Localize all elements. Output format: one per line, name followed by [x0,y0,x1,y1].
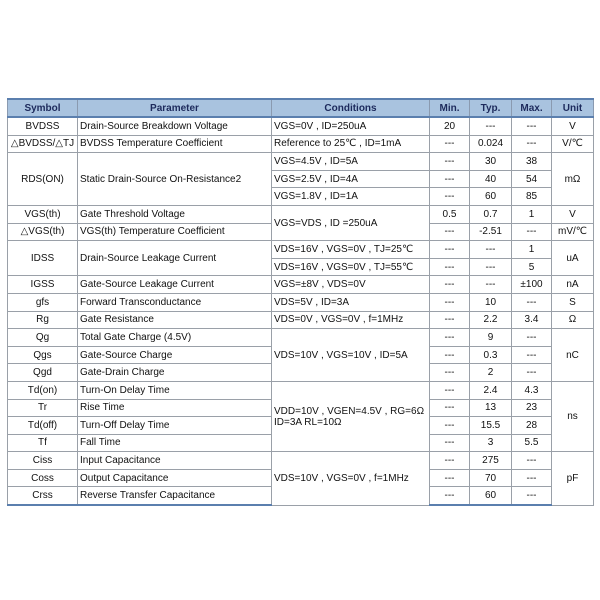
symbol-cell: BVDSS [8,117,78,135]
parameter-cell: Turn-On Delay Time [78,381,272,399]
unit-cell: V [552,205,594,223]
max-cell: 4.3 [512,381,552,399]
header-symbol: Symbol [8,99,78,117]
typ-cell: 0.3 [470,346,512,364]
conditions-cell: VGS=±8V , VDS=0V [272,276,430,294]
typ-cell: 40 [470,170,512,188]
table-row [8,117,594,135]
max-cell: 54 [512,170,552,188]
symbol-cell: Rg [8,311,78,329]
max-cell: ±100 [512,276,552,294]
conditions-cell: VGS=1.8V , ID=1A [272,188,430,206]
unit-cell: pF [552,452,594,505]
symbol-cell: IGSS [8,276,78,294]
parameter-cell: Fall Time [78,434,272,452]
min-cell: --- [430,364,470,382]
min-cell: --- [430,293,470,311]
max-cell: 1 [512,205,552,223]
typ-cell: 60 [470,487,512,505]
min-cell: --- [430,329,470,347]
table-row [8,276,594,294]
parameter-cell: Gate-Source Leakage Current [78,276,272,294]
table-row [8,381,594,399]
unit-cell: nC [552,329,594,382]
symbol-cell: Ciss [8,452,78,470]
parameter-cell: BVDSS Temperature Coefficient [78,135,272,153]
parameter-cell: Drain-Source Breakdown Voltage [78,117,272,135]
symbol-cell: Coss [8,469,78,487]
parameter-cell: Forward Transconductance [78,293,272,311]
typ-cell: 0.7 [470,205,512,223]
max-cell: 3.4 [512,311,552,329]
conditions-cell: VDS=16V , VGS=0V , TJ=55℃ [272,258,430,276]
parameter-cell: Static Drain-Source On-Resistance2 [78,153,272,206]
unit-cell: uA [552,241,594,276]
symbol-cell: △BVDSS/△TJ [8,135,78,153]
typ-cell: 275 [470,452,512,470]
conditions-cell: VGS=2.5V , ID=4A [272,170,430,188]
unit-cell: mΩ [552,153,594,206]
max-cell: --- [512,346,552,364]
min-cell: --- [430,434,470,452]
table-row [8,293,594,311]
typ-cell: -2.51 [470,223,512,241]
max-cell: 85 [512,188,552,206]
header-min: Min. [430,99,470,117]
min-cell: --- [430,153,470,171]
typ-cell: 60 [470,188,512,206]
conditions-cell: VGS=0V , ID=250uA [272,117,430,135]
min-cell: --- [430,188,470,206]
min-cell: --- [430,417,470,435]
symbol-cell: RDS(ON) [8,153,78,206]
table-row [8,205,594,223]
max-cell: --- [512,487,552,505]
typ-cell: 70 [470,469,512,487]
unit-cell: ns [552,381,594,451]
min-cell: --- [430,258,470,276]
typ-cell: 2.2 [470,311,512,329]
min-cell: --- [430,381,470,399]
max-cell: 1 [512,241,552,259]
min-cell: --- [430,346,470,364]
max-cell: 28 [512,417,552,435]
parameter-cell: Reverse Transfer Capacitance [78,487,272,505]
min-cell: --- [430,452,470,470]
header-conditions: Conditions [272,99,430,117]
header-parameter: Parameter [78,99,272,117]
symbol-cell: Tr [8,399,78,417]
header-unit: Unit [552,99,594,117]
min-cell: 0.5 [430,205,470,223]
max-cell: --- [512,117,552,135]
conditions-cell: Reference to 25℃ , ID=1mA [272,135,430,153]
typ-cell: 13 [470,399,512,417]
max-cell: --- [512,469,552,487]
typ-cell: --- [470,241,512,259]
unit-cell: nA [552,276,594,294]
typ-cell: 10 [470,293,512,311]
max-cell: --- [512,293,552,311]
symbol-cell: Crss [8,487,78,505]
min-cell: --- [430,469,470,487]
symbol-cell: Td(off) [8,417,78,435]
parameter-cell: Drain-Source Leakage Current [78,241,272,276]
min-cell: --- [430,311,470,329]
typ-cell: --- [470,258,512,276]
conditions-cell: VGS=4.5V , ID=5A [272,153,430,171]
typ-cell: 15.5 [470,417,512,435]
min-cell: --- [430,241,470,259]
max-cell: --- [512,364,552,382]
max-cell: 5.5 [512,434,552,452]
typ-cell: 0.024 [470,135,512,153]
parameter-cell: Turn-Off Delay Time [78,417,272,435]
max-cell: 23 [512,399,552,417]
header-row [8,99,594,117]
max-cell: --- [512,135,552,153]
max-cell: --- [512,452,552,470]
typ-cell: 9 [470,329,512,347]
symbol-cell: Td(on) [8,381,78,399]
parameter-cell: Total Gate Charge (4.5V) [78,329,272,347]
typ-cell: --- [470,117,512,135]
electrical-characteristics-table [7,98,594,506]
typ-cell: 2 [470,364,512,382]
parameter-cell: Output Capacitance [78,469,272,487]
unit-cell: S [552,293,594,311]
header-max: Max. [512,99,552,117]
min-cell: --- [430,135,470,153]
table-row [8,452,594,470]
table-row [8,329,594,347]
header-typ: Typ. [470,99,512,117]
symbol-cell: IDSS [8,241,78,276]
table-row [8,241,594,259]
symbol-cell: Qgs [8,346,78,364]
min-cell: --- [430,399,470,417]
min-cell: --- [430,223,470,241]
conditions-cell [272,381,430,451]
conditions-cell: VDS=16V , VGS=0V , TJ=25℃ [272,241,430,259]
parameter-cell: Gate-Drain Charge [78,364,272,382]
conditions-cell: VGS=VDS , ID =250uA [272,205,430,240]
parameter-cell: Input Capacitance [78,452,272,470]
typ-cell: 2.4 [470,381,512,399]
conditions-line-1: VDD=10V , VGEN=4.5V , RG=6Ω [274,405,425,417]
parameter-cell: Gate-Source Charge [78,346,272,364]
max-cell: 38 [512,153,552,171]
conditions-cell: VDS=5V , ID=3A [272,293,430,311]
min-cell: 20 [430,117,470,135]
table-row [8,135,594,153]
parameter-cell: Rise Time [78,399,272,417]
symbol-cell: Tf [8,434,78,452]
unit-cell: mV/℃ [552,223,594,241]
conditions-cell: VDS=0V , VGS=0V , f=1MHz [272,311,430,329]
unit-cell: V/℃ [552,135,594,153]
symbol-cell: Qg [8,329,78,347]
symbol-cell: △VGS(th) [8,223,78,241]
symbol-cell: VGS(th) [8,205,78,223]
symbol-cell: gfs [8,293,78,311]
min-cell: --- [430,170,470,188]
parameter-cell: Gate Threshold Voltage [78,205,272,223]
max-cell: 5 [512,258,552,276]
conditions-line-2: ID=3A RL=10Ω [274,416,342,428]
parameter-cell: Gate Resistance [78,311,272,329]
max-cell: --- [512,329,552,347]
conditions-cell: VDS=10V , VGS=10V , ID=5A [272,329,430,382]
symbol-cell: Qgd [8,364,78,382]
table-row [8,311,594,329]
parameter-cell: VGS(th) Temperature Coefficient [78,223,272,241]
min-cell: --- [430,487,470,505]
typ-cell: --- [470,276,512,294]
typ-cell: 3 [470,434,512,452]
unit-cell: Ω [552,311,594,329]
typ-cell: 30 [470,153,512,171]
min-cell: --- [430,276,470,294]
conditions-cell: VDS=10V , VGS=0V , f=1MHz [272,452,430,505]
unit-cell: V [552,117,594,135]
max-cell: --- [512,223,552,241]
table-row [8,153,594,171]
